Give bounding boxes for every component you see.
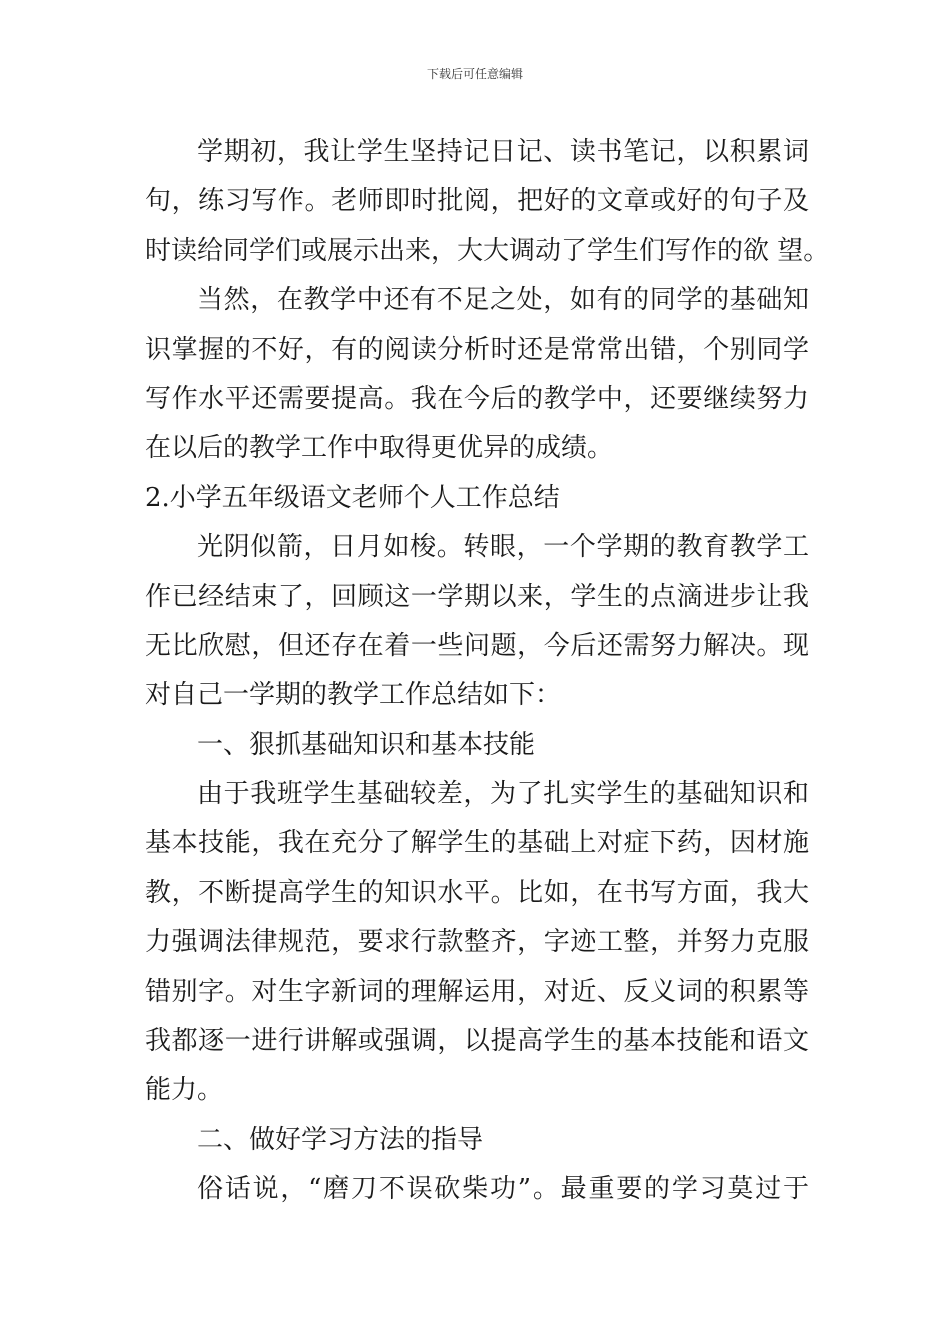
text-line: 能力。 xyxy=(145,1075,224,1106)
text-line: 教，不断提高学生的知识水平。比如，在书写方面，我大 xyxy=(145,877,809,908)
text-line: 写作水平还需要提高。我在今后的教学中，还要继续努力 xyxy=(145,383,809,414)
text-line: 时读给同学们或展示出来，大大调动了学生们写作的欲 望。 xyxy=(145,235,830,266)
text-line: 句，练习写作。老师即时批阅，把好的文章或好的句子及 xyxy=(145,186,809,217)
text-line: 基本技能，我在充分了解学生的基础上对症下药，因材施 xyxy=(145,828,809,859)
text-line: 作已经结束了，回顾这一学期以来，学生的点滴进步让我 xyxy=(145,581,809,612)
text-line: 力强调法律规范，要求行款整齐，字迹工整，并努力克服 xyxy=(145,927,809,958)
text-line: 俗话说，“磨刀不误砍柴功”。最重要的学习莫过于 xyxy=(197,1174,809,1205)
text-line: 错别字。对生字新词的理解运用，对近、反义词的积累等 xyxy=(145,976,809,1007)
text-line: 我都逐一进行讲解或强调，以提高学生的基本技能和语文 xyxy=(145,1026,809,1057)
document-body xyxy=(145,128,830,1215)
text-line: 识掌握的不好，有的阅读分析时还是常常出错，个别同学 xyxy=(145,334,809,365)
text-line: 对自己一学期的教学工作总结如下： xyxy=(145,680,562,711)
subsection-heading: 一、狠抓基础知识和基本技能 xyxy=(197,729,536,760)
page-header: 下载后可任意编辑 xyxy=(426,67,523,81)
section-heading: 2.小学五年级语文老师个人工作总结 xyxy=(145,482,560,513)
text-line: 由于我班学生基础较差，为了扎实学生的基础知识和 xyxy=(197,779,809,810)
text-line: 无比欣慰，但还存在着一些问题，今后还需努力解决。现 xyxy=(145,630,809,661)
text-line: 学期初，我让学生坚持记日记、读书笔记，以积累词 xyxy=(197,137,809,167)
subsection-heading: 二、做好学习方法的指导 xyxy=(197,1124,484,1155)
text-line: 光阴似箭，日月如梭。转眼，一个学期的教育教学工 xyxy=(197,532,809,563)
text-line: 当然，在教学中还有不足之处，如有的同学的基础知 xyxy=(197,285,809,316)
text-line: 在以后的教学工作中取得更优异的成绩。 xyxy=(145,433,614,464)
